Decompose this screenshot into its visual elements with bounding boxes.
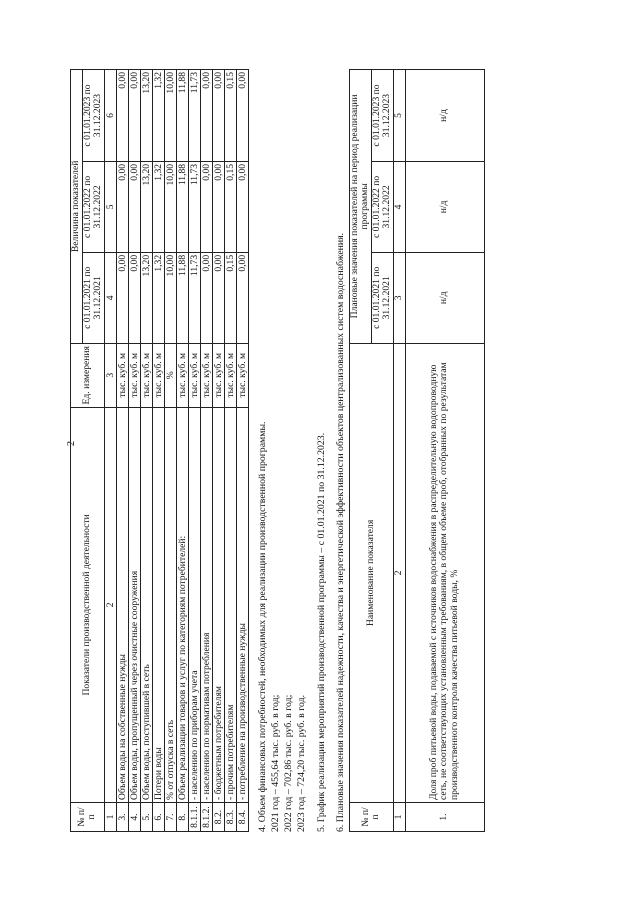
production-indicators-table	[70, 69, 249, 832]
row-unit: тыс. куб. м	[140, 343, 152, 407]
row-value-2023: 0,00	[128, 70, 140, 162]
row-num: 8.3.	[225, 803, 237, 832]
row-unit: тыс. куб. м	[176, 343, 188, 407]
row-value-2021: 13,20	[140, 252, 152, 343]
row-num: 7.	[164, 803, 176, 832]
row-value-2023: 0,00	[237, 70, 249, 162]
row-name: - бюджетным потребителям	[212, 407, 224, 802]
row-value-2023: 0,00	[116, 70, 128, 162]
row-num: 8.	[176, 803, 188, 832]
row-name: Объем реализации товаров и услуг по категориям потребителей:	[176, 407, 188, 802]
row-value-2022: 0,00	[212, 161, 224, 252]
row-unit: тыс. куб. м	[225, 343, 237, 407]
table-row	[176, 70, 188, 832]
col-index: 2	[104, 407, 116, 802]
row-num: 3.	[116, 803, 128, 832]
row-name: Объем воды, пропущенный через очистные сооружения	[128, 407, 140, 802]
row-value-2023: 13,20	[140, 70, 152, 162]
t2-header-name: Наименование показателя	[349, 343, 393, 802]
row-name: Объем воды, поступившей в сеть	[140, 407, 152, 802]
row-value-2022: 1,32	[152, 161, 164, 252]
production-indicators-body	[116, 70, 248, 832]
row-value-2023: 11,73	[188, 70, 200, 162]
t2-row-value-2022: н/д	[405, 161, 484, 252]
header-num: № п/п	[71, 803, 105, 832]
planned-values-table	[349, 69, 485, 832]
row-value-2022: 0,00	[237, 161, 249, 252]
row-num: 8.2.	[212, 803, 224, 832]
row-value-2021: 0,00	[237, 252, 249, 343]
section4-line-2023: 2023 год – 724,20 тыс. руб. в год.	[296, 694, 308, 832]
row-value-2022: 13,20	[140, 161, 152, 252]
header-unit: Ед. измерения	[71, 343, 105, 407]
header-indicator-name: Показатели производственной деятельности	[71, 407, 105, 802]
table-row	[200, 70, 212, 832]
section4-line-2022: 2022 год – 702,86 тыс. руб. в год;	[283, 694, 295, 832]
row-value-2023: 11,88	[176, 70, 188, 162]
table-row	[116, 70, 128, 832]
section6-title: 6. Плановые значения показателей надежности, качества и энергетической эффективности объектов централизованных систем водоснабжения.	[334, 232, 346, 832]
t2-col-index: 4	[394, 161, 406, 252]
row-value-2021: 0,00	[116, 252, 128, 343]
row-unit: %	[164, 343, 176, 407]
row-value-2022: 11,73	[188, 161, 200, 252]
row-value-2021: 0,00	[128, 252, 140, 343]
row-name: - населению по приборам учета	[188, 407, 200, 802]
t2-header-period-2023: с 01.01.2023 по 31.12.2023	[371, 70, 393, 162]
col-index: 5	[104, 161, 116, 252]
col-index: 3	[104, 343, 116, 407]
row-num: 8.1.1.	[188, 803, 200, 832]
row-value-2023: 0,00	[212, 70, 224, 162]
t2-col-index: 1	[394, 803, 406, 832]
row-num: 5.	[140, 803, 152, 832]
row-value-2021: 10,00	[164, 252, 176, 343]
table-row	[225, 70, 237, 832]
row-unit: тыс. куб. м	[212, 343, 224, 407]
t2-header-period-2022: с 01.01.2022 по 31.12.2022	[371, 161, 393, 252]
row-unit: тыс. куб. м	[237, 343, 249, 407]
row-value-2022: 0,00	[116, 161, 128, 252]
table-row	[212, 70, 224, 832]
t2-col-index: 3	[394, 252, 406, 343]
table-row	[152, 70, 164, 832]
row-value-2022: 0,15	[225, 161, 237, 252]
row-value-2021: 0,00	[200, 252, 212, 343]
row-value-2021: 0,15	[225, 252, 237, 343]
row-name: Потери воды	[152, 407, 164, 802]
t2-col-index: 2	[394, 343, 406, 802]
table-row	[188, 70, 200, 832]
row-value-2022: 0,00	[128, 161, 140, 252]
table-row	[128, 70, 140, 832]
row-num: 6.	[152, 803, 164, 832]
row-unit: тыс. куб. м	[152, 343, 164, 407]
sections-text	[256, 69, 347, 832]
row-unit: тыс. куб. м	[128, 343, 140, 407]
section4-line-2021: 2021 год – 455,64 тыс. руб. в год;	[270, 694, 282, 832]
t2-row-value-2023: н/д	[405, 70, 484, 162]
row-unit: тыс. куб. м	[116, 343, 128, 407]
col-index: 4	[104, 252, 116, 343]
row-value-2021: 0,00	[212, 252, 224, 343]
t2-header-num: № п/п	[349, 803, 393, 832]
row-value-2023: 10,00	[164, 70, 176, 162]
t2-header-group: Плановые значения показателей на период реализации программы	[349, 70, 371, 344]
col-index: 1	[104, 803, 116, 832]
t2-row-value-2021: н/д	[405, 252, 484, 343]
table-row	[140, 70, 152, 832]
row-value-2022: 10,00	[164, 161, 176, 252]
header-values-group: Величина показателей	[71, 70, 83, 344]
rotated-page-content	[70, 69, 525, 832]
row-value-2021: 1,32	[152, 252, 164, 343]
row-name: - прочим потребителям	[225, 407, 237, 802]
row-name: Объем воды на собственные нужды	[116, 407, 128, 802]
table-row	[164, 70, 176, 832]
row-unit: тыс. куб. м	[188, 343, 200, 407]
t2-row-name: Доля проб питьевой воды, подаваемой с источников водоснабжения в распределительную водопроводную сеть, не соответствующих установленным требованиям, в общем объеме проб, отобранных по результатам производственного контроля качества питьевой воды, %	[405, 343, 484, 802]
page-number: 2	[66, 441, 77, 446]
row-name: - потребление на производственные нужды	[237, 407, 249, 802]
t2-header-period-2021: с 01.01.2021 по 31.12.2021	[371, 252, 393, 343]
header-period-2022: с 01.01.2022 по 31.12.2022	[82, 161, 104, 252]
row-num: 8.1.2.	[200, 803, 212, 832]
header-period-2023: с 01.01.2023 по 31.12.2023	[82, 70, 104, 162]
table-row	[237, 70, 249, 832]
section4-title: 4. Объем финансовых потребностей, необходимых для реализации производственной программы.	[257, 421, 269, 832]
header-period-2021: с 01.01.2021 по 31.12.2021	[82, 252, 104, 343]
t2-col-index: 5	[394, 70, 406, 162]
row-value-2023: 0,00	[200, 70, 212, 162]
row-num: 8.4.	[237, 803, 249, 832]
row-name: % от отпуска в сеть	[164, 407, 176, 802]
row-value-2023: 0,15	[225, 70, 237, 162]
row-num: 4.	[128, 803, 140, 832]
row-value-2021: 11,73	[188, 252, 200, 343]
row-value-2021: 11,88	[176, 252, 188, 343]
row-unit: тыс. куб. м	[200, 343, 212, 407]
row-value-2022: 11,88	[176, 161, 188, 252]
row-value-2023: 1,32	[152, 70, 164, 162]
row-name: - населению по нормативам потребления	[200, 407, 212, 802]
col-index: 6	[104, 70, 116, 162]
t2-row-num: 1.	[405, 803, 484, 832]
row-value-2022: 0,00	[200, 161, 212, 252]
t2-row	[405, 70, 484, 832]
section5-title: 5. График реализации мероприятий производственной программы – с 01.01.2021 по 31.12.2023.	[315, 432, 327, 832]
